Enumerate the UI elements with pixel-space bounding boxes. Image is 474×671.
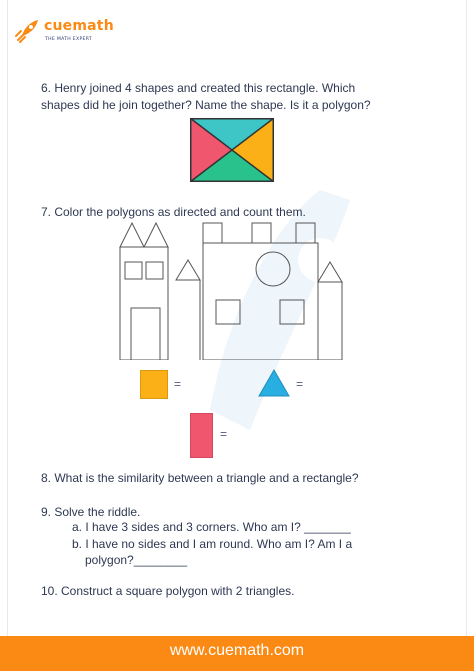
- legend-rectangle-equals: =: [220, 427, 228, 441]
- castle-small-right-wall: [318, 282, 342, 360]
- footer-url[interactable]: www.cuemath.com: [169, 642, 305, 659]
- legend-square-equals: =: [174, 377, 182, 391]
- castle-main-window-2: [280, 300, 304, 324]
- castle-left-window-1: [125, 262, 142, 279]
- legend-triangle-swatch: [258, 369, 290, 397]
- castle-left-tower-wall: [120, 247, 168, 360]
- legend-rectangle-swatch: [190, 413, 213, 458]
- castle-round-window: [256, 252, 290, 286]
- question-7: 7. Color the polygons as directed and count them.: [41, 205, 306, 219]
- logo-wordmark: cuemath: [44, 18, 114, 34]
- castle-left-window-2: [146, 262, 163, 279]
- question-8: 8. What is the similarity between a triangle and a rectangle?: [41, 471, 359, 485]
- castle-battlement-1: [203, 223, 222, 243]
- castle-battlement-3: [296, 223, 315, 243]
- castle-main-wall: [203, 243, 318, 360]
- question-6-line-2: shapes did he join together? Name the shape. Is it a polygon?: [41, 98, 371, 112]
- castle-small-left-wall: [176, 280, 200, 360]
- castle-door: [131, 308, 160, 360]
- question-9-a: a. I have 3 sides and 3 corners. Who am I? _______: [72, 520, 351, 534]
- castle-left-tower-roof-2: [144, 223, 168, 247]
- question-9: 9. Solve the riddle.: [41, 505, 141, 519]
- castle-battlement-2: [252, 223, 271, 243]
- castle-small-right-roof: [318, 262, 342, 282]
- question-9-b-line-1: b. I have no sides and I am round. Who am I? Am I a: [72, 537, 353, 551]
- castle-left-tower-roof-1: [120, 223, 144, 247]
- legend-triangle-equals: =: [296, 377, 304, 391]
- footer-bar: [0, 636, 474, 671]
- castle-small-left-roof: [176, 260, 200, 280]
- castle-main-window-1: [216, 300, 240, 324]
- question-6-line-1: 6. Henry joined 4 shapes and created this rectangle. Which: [41, 81, 356, 95]
- logo-tagline: THE MATH EXPERT: [45, 37, 92, 42]
- question-10: 10. Construct a square polygon with 2 triangles.: [41, 584, 295, 598]
- cuemath-logo: [14, 18, 134, 48]
- legend-square-swatch: [140, 370, 168, 399]
- rocket-icon: [14, 18, 40, 44]
- question-9-b-line-2: polygon?________: [85, 553, 188, 567]
- castle-drawing: [115, 220, 355, 360]
- tangram-rectangle: [190, 118, 274, 182]
